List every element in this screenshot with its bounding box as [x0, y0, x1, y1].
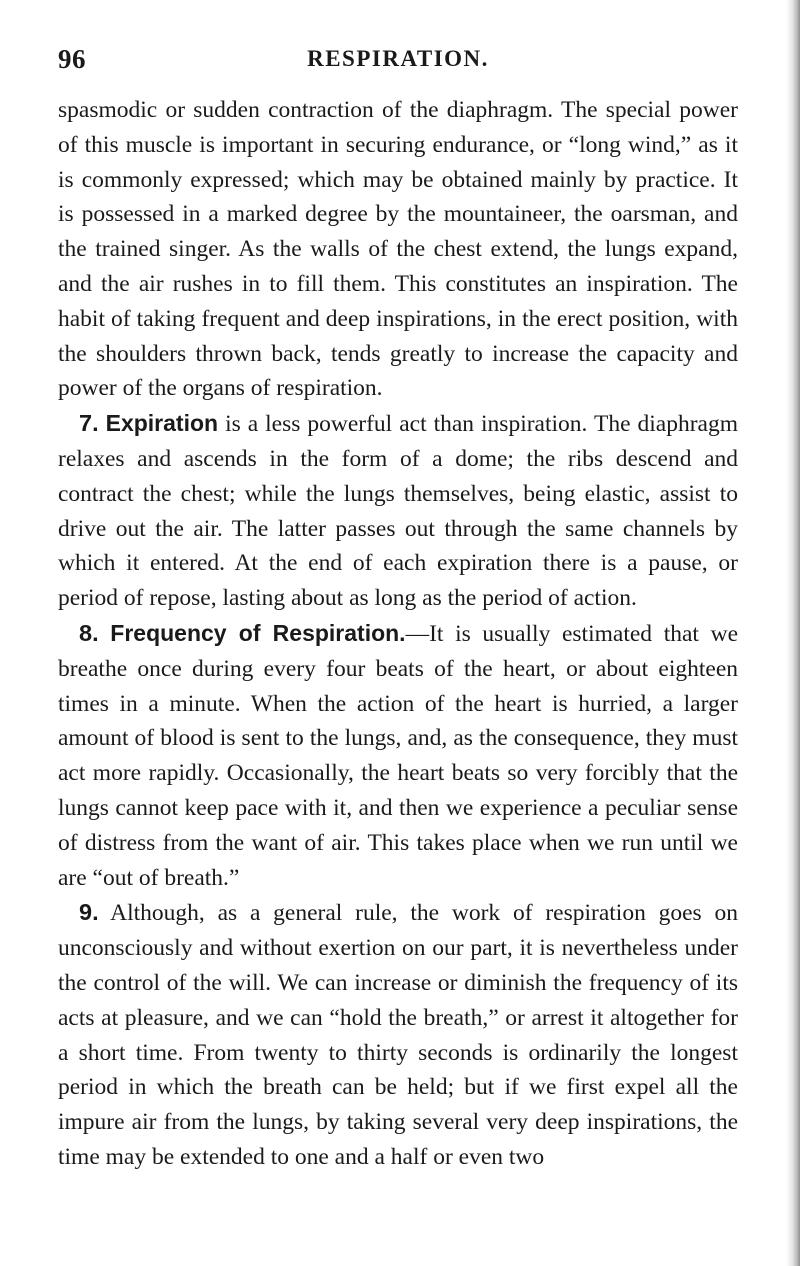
page-number: 96: [58, 44, 86, 74]
paragraph-text: —It is usually estimated that we breathe once during every four beats of the heart, or about eighteen times in a minute. When the action of the heart is hurried, a larger amount of blood is sent to the lungs, and, as the consequence, they must act more rapidly. Occasionally, the heart beats so very forcibly that the lungs cannot keep pace with it, and then we experience a peculiar sense of distress from the want of air. This takes place when we run until we are “out of breath.”: [58, 620, 739, 891]
section-heading: Frequency of Respiration.: [110, 619, 406, 646]
section-number: 7.: [79, 410, 99, 437]
paragraph-text: spasmodic or sudden contraction of the diaphragm. The special power of this muscle is important in securing endurance, or “long wind,” as it is commonly expressed; which may be obtained mainly by practice. It is possessed in a marked degree by the mountaineer, the oarsman, and the trained singer. As the walls of the chest extend, the lungs expand, and the air rushes in to fill them. This constitutes an inspiration. The habit of taking frequent and deep inspirations, in the erect position, with the shoulders thrown back, tends greatly to increase the capacity and power of the organs of respiration.: [58, 97, 738, 402]
paragraph-continuation: [58, 93, 738, 406]
paragraph-text: Although, as a general rule, the work of respiration goes on unconsciously and without exertion on our part, it is nevertheless under the control of the will. We can increase or diminish the frequency of its acts at pleasure, and we can “hold the breath,” or arrest it altogether for a short time. From twenty to thirty seconds is ordinarily the longest period in which the breath can be held; but if we first expel all the impure air from the lungs, by taking several very deep inspirations, the time may be extended to one and a half or even two: [58, 900, 738, 1170]
section-number: 8.: [79, 619, 99, 646]
paragraph-frequency: [58, 616, 738, 895]
section-heading: Expiration: [105, 410, 219, 437]
section-number: 9.: [79, 899, 99, 926]
page-edge-shadow: [786, 0, 800, 1266]
paragraph-text: is a less powerful act than inspiration. The diaphragm relaxes and ascends in the form of a dome; the ribs descend and contract the chest; while the lungs themselves, being elastic, assist to drive out the air. The latter passes out through the same channels by which it entered. At the end of each expiration there is a pause, or period of repose, lasting about as long as the period of action.: [58, 411, 738, 612]
paragraph-control: [58, 895, 738, 1174]
running-head: RESPIRATION.: [307, 46, 489, 71]
page-header: [58, 44, 738, 76]
body-text: [58, 93, 738, 1175]
paragraph-expiration: [58, 406, 738, 616]
